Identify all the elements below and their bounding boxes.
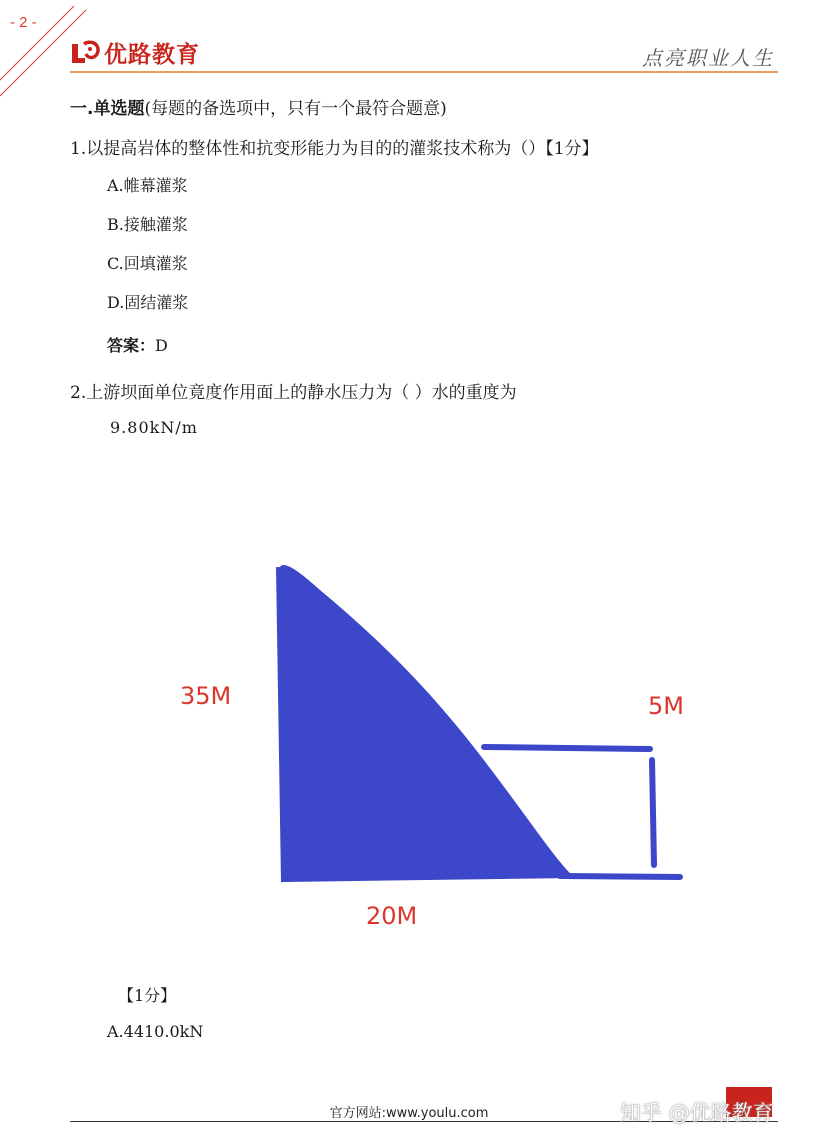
section-heading (70, 94, 447, 119)
question-1-answer (107, 333, 168, 356)
page-number: - 2 - (10, 14, 37, 31)
question-1-option-c: C.回填灌浆 (107, 254, 188, 273)
base-dimension-label: 20M (366, 902, 418, 930)
brand-logo (70, 36, 200, 69)
answer-label: 答案： (107, 336, 156, 355)
zhihu-watermark: 知乎 @优路教育 (620, 1101, 774, 1125)
dam-cross-section-figure (0, 440, 818, 960)
dam-upstream-face (280, 567, 285, 882)
youlu-logo-icon (70, 40, 100, 66)
answer-value: D (155, 336, 168, 355)
footer-website: 官方网站:www.youlu.com (329, 1106, 489, 1121)
question-1-option-a: A.帷幕灌浆 (107, 176, 188, 195)
question-1-option-d: D.固结灌浆 (107, 293, 189, 312)
question-2-given-value: 9.80kN/m (110, 418, 198, 437)
question-1-option-b: B.接触灌浆 (107, 215, 188, 234)
question-1-text: 1.以提高岩体的整体性和抗变形能力为目的的灌浆技术称为（）【1分】 (70, 139, 599, 159)
tailwater-top-line (484, 747, 650, 749)
section-title: 一.单选题 (70, 99, 145, 119)
section-note: (每题的备选项中，只有一个最符合题意) (144, 99, 447, 119)
ground-line (560, 876, 680, 877)
brand-slogan: 点亮职业人生 (642, 46, 774, 70)
dam-body (280, 565, 575, 882)
tailwater-depth-line (652, 760, 654, 865)
height-dimension-label: 35M (180, 682, 232, 710)
header-divider (70, 71, 778, 73)
question-2-option-a: A.4410.0kN (107, 1022, 204, 1041)
brand-name: 优路教育 (104, 42, 200, 68)
question-2-text: 2.上游坝面单位竟度作用面上的静水压力为（ ）水的重度为 (70, 383, 517, 403)
tailwater-dimension-label: 5M (648, 692, 684, 720)
question-2-score: 【1分】 (118, 986, 177, 1005)
